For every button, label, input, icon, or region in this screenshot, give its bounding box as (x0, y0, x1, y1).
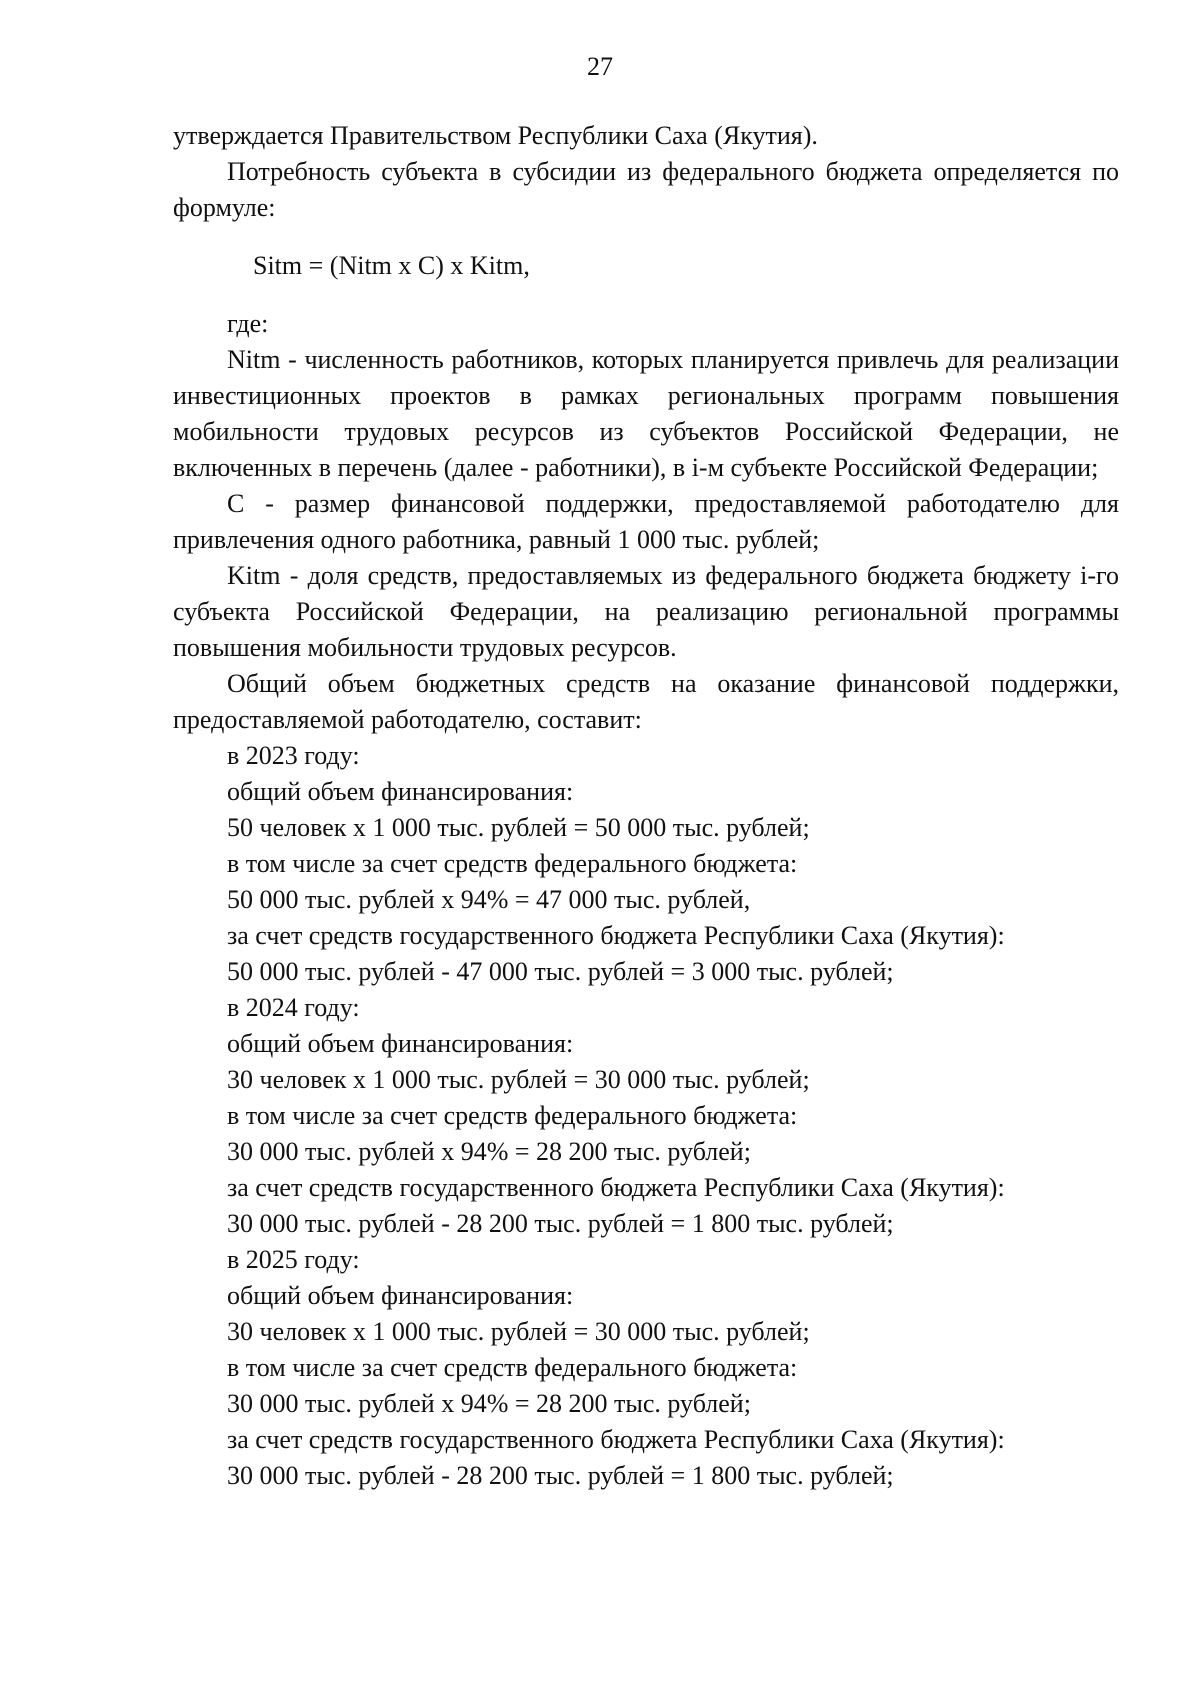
total-funding-calc: 50 человек x 1 000 тыс. рублей = 50 000 тыс. рублей; (227, 813, 810, 842)
federal-budget-calc: 50 000 тыс. рублей x 94% = 47 000 тыс. рублей, (227, 885, 751, 914)
federal-budget-label: в том числе за счет средств федерального бюджета: (227, 1101, 798, 1130)
year-block-2025 (173, 1242, 1119, 1494)
formula: Sitm = (Nitm x C) x Kitm, (253, 251, 530, 280)
year-label: в 2025 году: (227, 1245, 360, 1274)
page-number: 27 (587, 52, 613, 81)
total-funding-calc: 30 человек x 1 000 тыс. рублей = 30 000 тыс. рублей; (227, 1065, 810, 1094)
definition-nitm: Nitm - численность работников, которых планируется привлечь для реализации инвестиционных проектов в рамках региональных программ повышения мобильности трудовых ресурсов из субъектов Российской Федерации, не включенных в перечень (далее - работники), в i-м субъекте Российской Федерации; (173, 345, 1119, 482)
paragraph-approval: утверждается Правительством Республики Саха (Якутия). (173, 121, 818, 150)
regional-budget-label: за счет средств государственного бюджета Республики Саха (Якутия): (227, 921, 1005, 950)
paragraph-where: где: (227, 309, 269, 338)
year-block-2023 (173, 738, 1119, 990)
total-funding-label: общий объем финансирования: (227, 777, 574, 806)
regional-budget-calc: 30 000 тыс. рублей - 28 200 тыс. рублей = 1 800 тыс. рублей; (227, 1461, 894, 1490)
definition-kitm: Kitm - доля средств, предоставляемых из федерального бюджета бюджету i-го субъекта Российской Федерации, на реализацию региональной программы повышения мобильности трудовых ресурсов. (173, 561, 1119, 662)
definition-c: C - размер финансовой поддержки, предоставляемой работодателю для привлечения одного работника, равный 1 000 тыс. рублей; (173, 489, 1119, 554)
year-label: в 2023 году: (227, 741, 360, 770)
total-funding-label: общий объем финансирования: (227, 1029, 574, 1058)
paragraph-need-formula-intro: Потребность субъекта в субсидии из федерального бюджета определяется по формуле: (173, 157, 1119, 222)
total-funding-calc: 30 человек x 1 000 тыс. рублей = 30 000 тыс. рублей; (227, 1317, 810, 1346)
regional-budget-label: за счет средств государственного бюджета Республики Саха (Якутия): (227, 1173, 1005, 1202)
year-label: в 2024 году: (227, 993, 360, 1022)
document-body (173, 118, 1119, 1494)
paragraph-total-volume: Общий объем бюджетных средств на оказание финансовой поддержки, предоставляемой работодателю, составит: (173, 669, 1119, 734)
federal-budget-calc: 30 000 тыс. рублей x 94% = 28 200 тыс. рублей; (227, 1389, 751, 1418)
year-block-2024 (173, 990, 1119, 1242)
federal-budget-calc: 30 000 тыс. рублей x 94% = 28 200 тыс. рублей; (227, 1137, 751, 1166)
federal-budget-label: в том числе за счет средств федерального бюджета: (227, 1353, 798, 1382)
regional-budget-calc: 30 000 тыс. рублей - 28 200 тыс. рублей = 1 800 тыс. рублей; (227, 1209, 894, 1238)
total-funding-label: общий объем финансирования: (227, 1281, 574, 1310)
federal-budget-label: в том числе за счет средств федерального бюджета: (227, 849, 798, 878)
regional-budget-calc: 50 000 тыс. рублей - 47 000 тыс. рублей = 3 000 тыс. рублей; (227, 957, 894, 986)
regional-budget-label: за счет средств государственного бюджета Республики Саха (Якутия): (227, 1425, 1005, 1454)
